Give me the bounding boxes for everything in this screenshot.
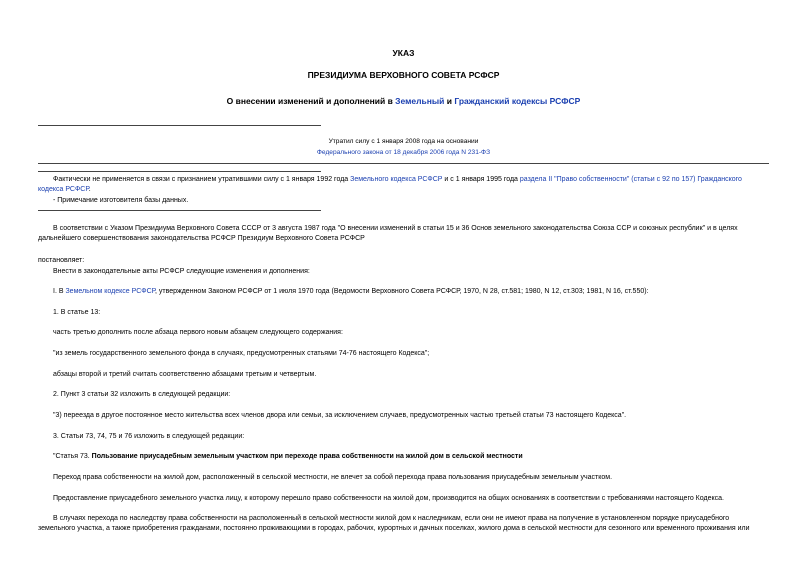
article-73-heading — [53, 452, 523, 461]
section-i-prefix: I. В — [53, 288, 66, 295]
link-civil-code-1995[interactable]: кодекса РСФСР — [38, 186, 89, 193]
item-renum: абзацы второй и третий считать соответственно абзацами третьим и четвертым. — [53, 371, 317, 378]
divider — [38, 163, 769, 164]
link-land-code-rsfsr[interactable]: Земельном кодексе РСФСР — [65, 288, 156, 295]
section-i-text: , утвержденном Законом РСФСР от 1 июля 1970 года (Ведомости Верховного Совета РСФСР, 1970, N 28, ст.581; 1980, N 12, ст.303; 1981, N 16, ст.550): — [155, 288, 649, 295]
link-land-code[interactable]: Земельный — [395, 96, 445, 106]
doc-title: УКАЗ — [392, 48, 415, 58]
note-paragraph — [53, 175, 742, 184]
divider — [38, 171, 321, 172]
doc-issuer: ПРЕЗИДИУМА ВЕРХОВНОГО СОВЕТА РСФСР — [307, 70, 500, 80]
quote-2: "3) переезда в другое постоянное место жительства всех членов двора или семьи, за исключением случаев, предусмотренных частью третьей статьи 73 настоящего Кодекса". — [53, 412, 627, 419]
subject-text: О внесении изменений и дополнений в — [226, 96, 396, 106]
changes-intro: Внести в законодательные акты РСФСР следующие изменения и дополнения: — [53, 268, 310, 275]
decree-word: постановляет: — [38, 257, 85, 264]
item-part3: часть третью дополнить после абзаца первого новым абзацем следующего содержания: — [53, 329, 343, 336]
divider — [38, 210, 321, 211]
article-73-title: Пользование приусадебным земельным участком при переходе права собственности на жилой дом в сельской местности — [91, 453, 523, 460]
doc-subject — [0, 96, 807, 106]
item-art73: 3. Статьи 73, 74, 75 и 76 изложить в следующей редакции: — [53, 433, 245, 440]
link-section-ii[interactable]: раздела II "Право собственности" (статьи с 92 по 157) Гражданского — [519, 176, 742, 183]
note-text: и с 1 января 1995 года — [442, 176, 520, 183]
status-line: Утратил силу с 1 января 2008 года на основании — [328, 138, 479, 145]
intro-line-2: дальнейшего совершенствования законодательства РСФСР Президиум Верховного Совета РСФСР — [38, 235, 365, 242]
para-inherit-1: В случаях перехода по наследству права собственности на расположенный в сельской местности жилой дом к наследникам, если они не имеют права на получение в установленном порядке приусадебного — [53, 515, 730, 522]
note-text: . — [88, 186, 91, 193]
intro-line-1: В соответствии с Указом Президиума Верховного Совета СССР от 3 августа 1987 года "О внесении изменений в статьи 15 и 36 Основ земельного законодательства Союза ССР и союзных республик" и в целях — [53, 225, 738, 232]
quote-1: "из земель государственного земельного фонда в случаях, предусмотренных статьями 74-76 настоящего Кодекса"; — [53, 350, 430, 357]
link-civil-code[interactable]: Гражданский кодексы РСФСР — [454, 96, 581, 106]
note-db: - Примечание изготовителя базы данных. — [53, 197, 189, 204]
note-paragraph-cont — [38, 185, 91, 194]
section-i — [53, 287, 649, 296]
para-inherit-2: земельного участка, а также приобретения гражданами, постоянно проживающими в городах, рабочих, курортных и дачных поселках, жилого дома в сельской местности для сезонного или временного проживания или — [38, 525, 750, 532]
item-art32: 2. Пункт 3 статьи 32 изложить в следующей редакции: — [53, 391, 231, 398]
item-art13: 1. В статье 13: — [53, 309, 101, 316]
para-transfer: Переход права собственности на жилой дом, расположенный в сельской местности, не влечет за собой перехода права пользования приусадебным земельным участком. — [53, 474, 613, 481]
divider — [38, 125, 321, 126]
subject-and: и — [444, 96, 455, 106]
note-text: Фактически не применяется в связи с признанием утратившими силу с 1 января 1992 года — [53, 176, 351, 183]
article-73-prefix: "Статья 73. — [53, 453, 92, 460]
link-federal-law[interactable]: Федерального закона от 18 декабря 2006 года N 231-ФЗ — [316, 149, 491, 156]
link-land-code-1992[interactable]: Земельного кодекса РСФСР — [350, 176, 443, 183]
para-grant: Предоставление приусадебного земельного участка лицу, к которому перешло право собственности на жилой дом, производится на общих основаниях в соответствии с требованиями настоящего Кодекса. — [53, 495, 724, 502]
